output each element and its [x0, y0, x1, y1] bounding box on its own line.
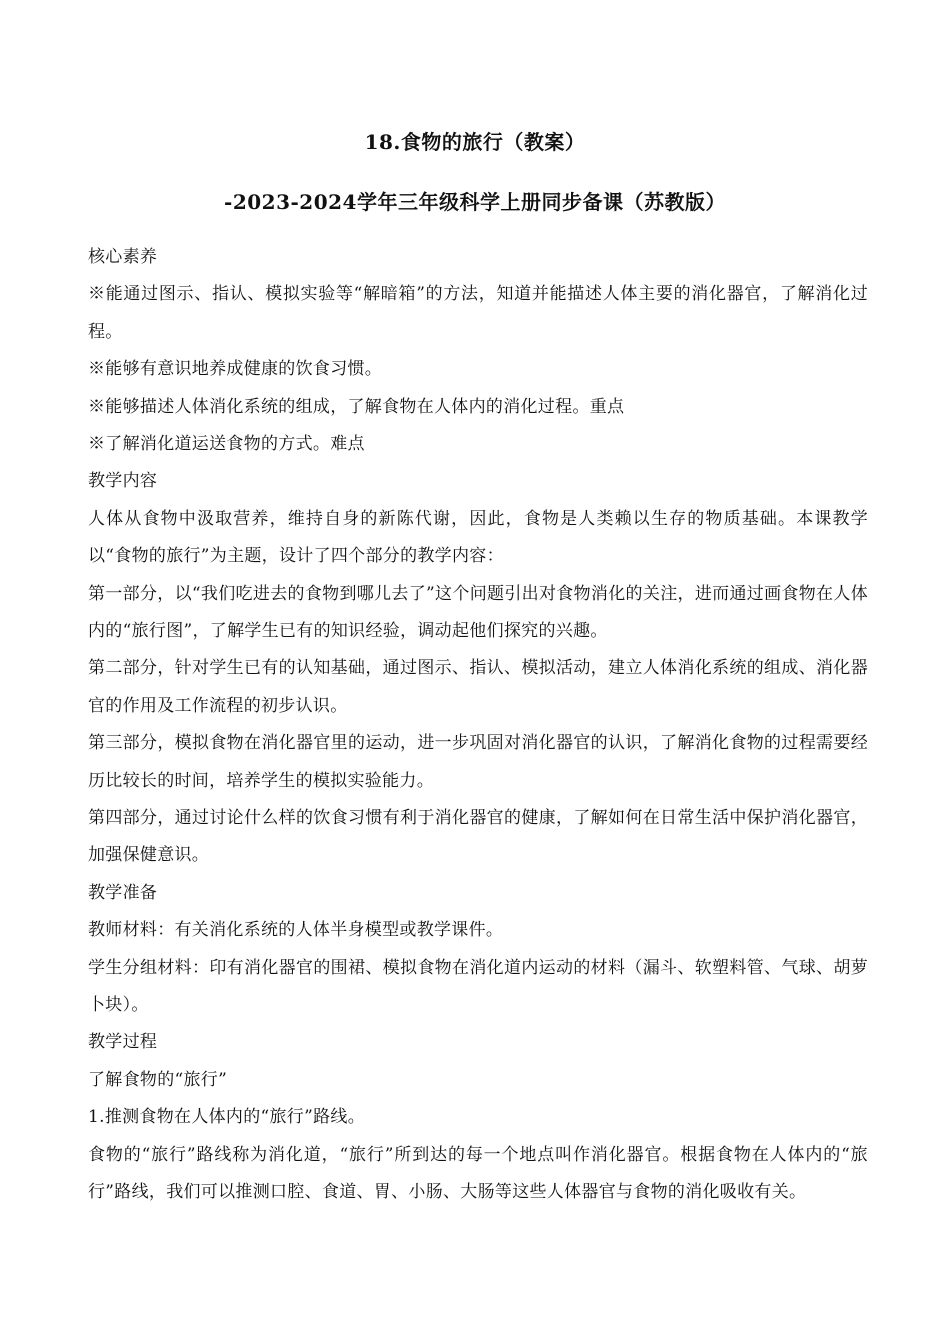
content-paragraph: 第三部分，模拟食物在消化器官里的运动，进一步巩固对消化器官的认识，了解消化食物的过程需要经历比较长的时间，培养学生的模拟实验能力。 [88, 733, 868, 791]
section-heading-preparation: 教学准备 [88, 882, 158, 903]
preparation-teacher: 教师材料：有关消化系统的人体半身模型或教学课件。 [88, 920, 504, 941]
section-heading-core-literacy: 核心素养 [88, 247, 158, 267]
content-paragraph: 第四部分，通过讨论什么样的饮食习惯有利于消化器官的健康，了解如何在日常生活中保护消化器官，加强保健意识。 [88, 808, 868, 866]
section-heading-process: 教学过程 [88, 1032, 158, 1053]
content-paragraph: 第一部分，以“我们吃进去的食物到哪儿去了”这个问题引出对食物消化的关注，进而通过画食物在人体内的“旅行图”，了解学生已有的知识经验，调动起他们探究的兴趣。 [88, 583, 868, 641]
document-title: 18.食物的旅行（教案） [364, 130, 586, 154]
content-paragraph: 人体从食物中汲取营养，维持自身的新陈代谢，因此，食物是人类赖以生存的物质基础。本课教学以“食物的旅行”为主题，设计了四个部分的教学内容： [88, 508, 868, 567]
process-step-1: 1.推测食物在人体内的“旅行”路线。 [88, 1107, 366, 1128]
core-literacy-item: ※了解消化道运送食物的方式。难点 [88, 433, 365, 454]
core-literacy-item: ※能通过图示、指认、模拟实验等“解暗箱”的方法，知道并能描述人体主要的消化器官，了解消化过程。 [88, 284, 868, 342]
section-heading-content: 教学内容 [88, 471, 158, 492]
process-subheading: 了解食物的“旅行” [88, 1069, 228, 1090]
preparation-student: 学生分组材料：印有消化器官的围裙、模拟食物在消化道内运动的材料（漏斗、软塑料管、气球、胡萝卜块）。 [88, 957, 868, 1016]
core-literacy-item: ※能够描述人体消化系统的组成，了解食物在人体内的消化过程。重点 [88, 396, 625, 417]
document-body [88, 239, 868, 1211]
core-literacy-item: ※能够有意识地养成健康的饮食习惯。 [88, 359, 383, 380]
process-step-1-text: 食物的“旅行”路线称为消化道，“旅行”所到达的每一个地点叫作消化器官。根据食物在人体内的“旅行”路线，我们可以推测口腔、食道、胃、小肠、大肠等这些人体器官与食物的消化吸收有关。 [88, 1144, 868, 1202]
content-paragraph: 第二部分，针对学生已有的认知基础，通过图示、指认、模拟活动，建立人体消化系统的组成、消化器官的作用及工作流程的初步认识。 [88, 658, 868, 716]
document-subtitle: -2023-2024学年三年级科学上册同步备课（苏教版） [224, 190, 726, 214]
